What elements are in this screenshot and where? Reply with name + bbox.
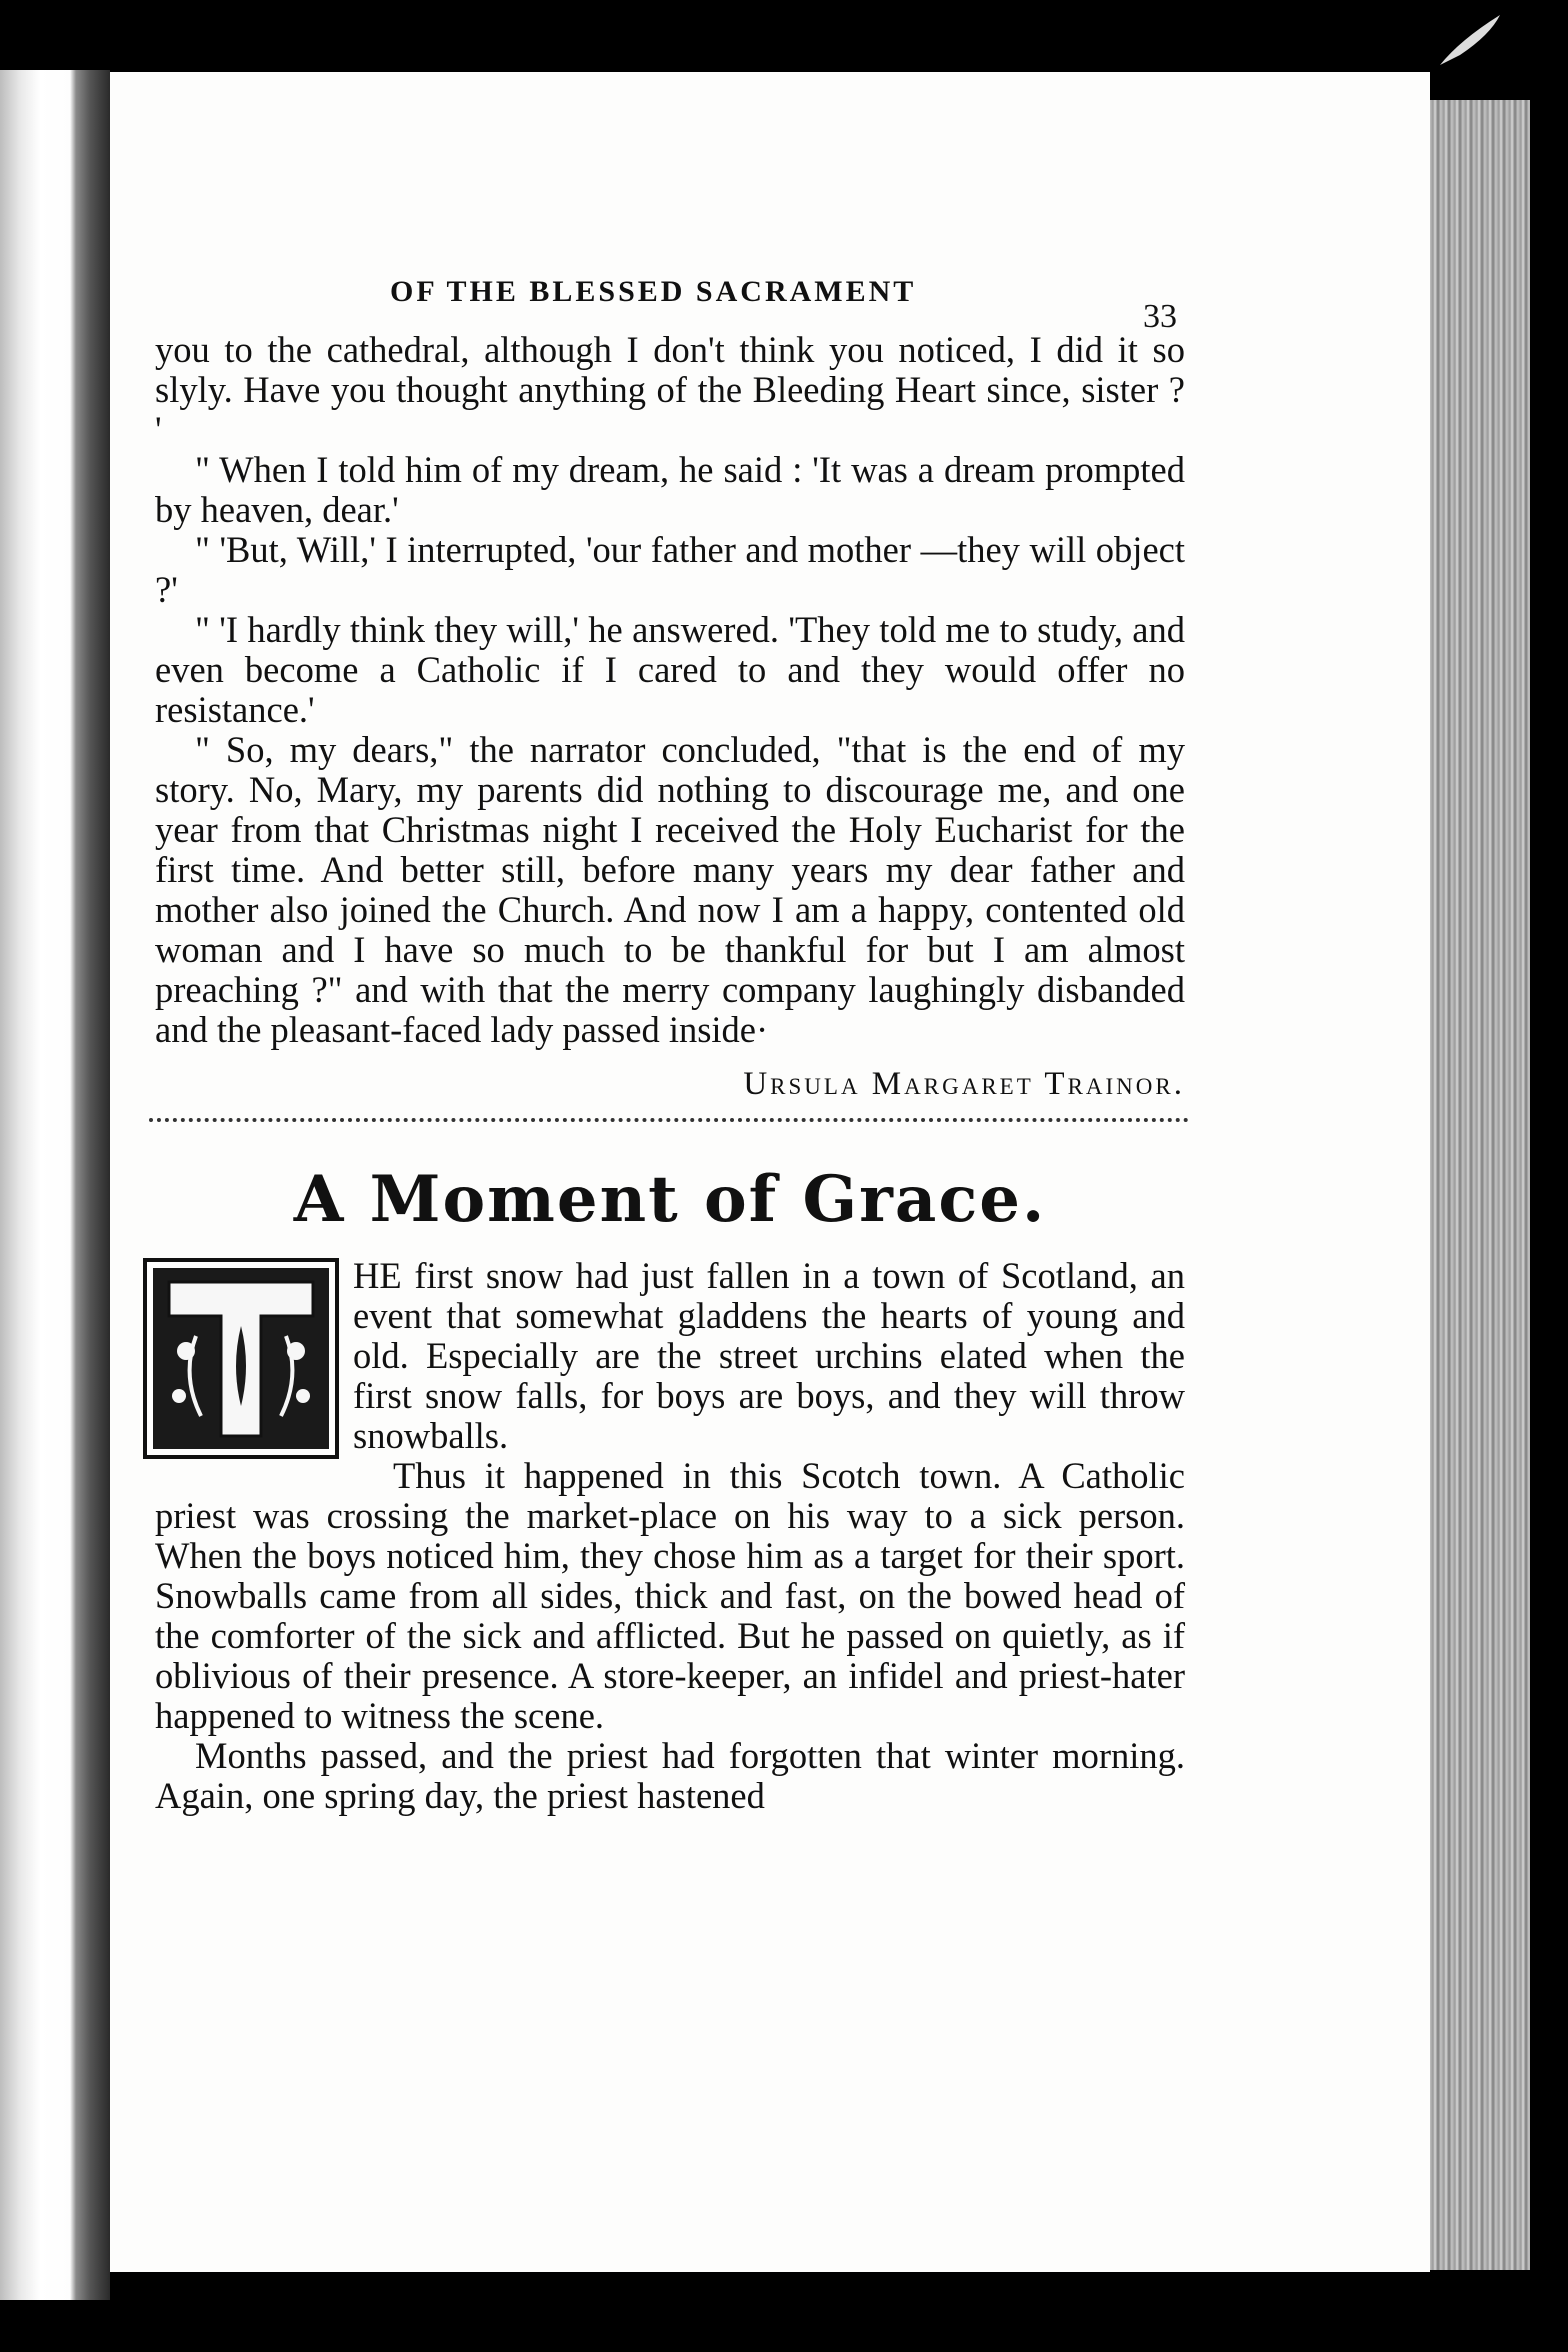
page-body [155, 330, 1185, 1816]
facing-page-edge [0, 70, 110, 2300]
article-title: A Moment of Grace. [293, 1162, 1047, 1237]
author-signature: Ursula Margaret Trainor. [743, 1066, 1185, 1102]
article-paragraph: Months passed, and the priest had forgotten that winter morning. Again, one spring day, the priest hastened [155, 1735, 1185, 1816]
article-paragraph: Thus it happened in this Scotch town. A Catholic priest was crossing the market-place on his way to a sick person. When the boys noticed him, they chose him as a target for their sport. Snowballs came from all sides, thick and fast, on the bowed head of the comforter of the sick and afflicted. But he passed on quietly, as if oblivious of their presence. A store-keeper, an infidel and priest-hater happened to witness the scene. [155, 1455, 1185, 1736]
running-head: OF THE BLESSED SACRAMENT [390, 275, 917, 308]
ornamental-drop-cap-t-icon [141, 1256, 341, 1461]
story-paragraph: " 'I hardly think they will,' he answered. 'They told me to study, and even become a Catholic if I cared to and they would offer no resistance.' [155, 609, 1185, 730]
article-first-paragraph: HE first snow had just fallen in a town of Scotland, an event that somewhat gladdens the hearts of young and old. Especially are the street urchins elated when the first snow falls, for boys are boys, and they will throw snowballs. [353, 1255, 1185, 1456]
corner-mark [1430, 0, 1510, 70]
story-paragraph: you to the cathedral, although I don't think you noticed, I did it so slyly. Have you thought anything of the Bleeding Heart since, sister ? ' [155, 329, 1185, 450]
story-paragraph: " So, my dears," the narrator concluded, "that is the end of my story. No, Mary, my parents did nothing to discourage me, and one year from that Christmas night I received the Holy Eucharist for the first time. And better still, before many years my dear father and mother also joined the Church. And now I am a happy, contented old woman and I have so much to be thankful for but I am almost preaching ?" and with that the merry company laughingly disbanded and the pleasant-faced lady passed inside· [155, 729, 1185, 1050]
page-number: 33 [1143, 298, 1177, 335]
page-stack-edge [1430, 100, 1530, 2270]
story-paragraph: " 'But, Will,' I interrupted, 'our father and mother —they will object ?' [155, 529, 1185, 610]
article-body [155, 1256, 1185, 1816]
story-paragraph: " When I told him of my dream, he said : 'It was a dream prompted by heaven, dear.' [155, 449, 1185, 530]
section-divider [149, 1118, 1189, 1132]
